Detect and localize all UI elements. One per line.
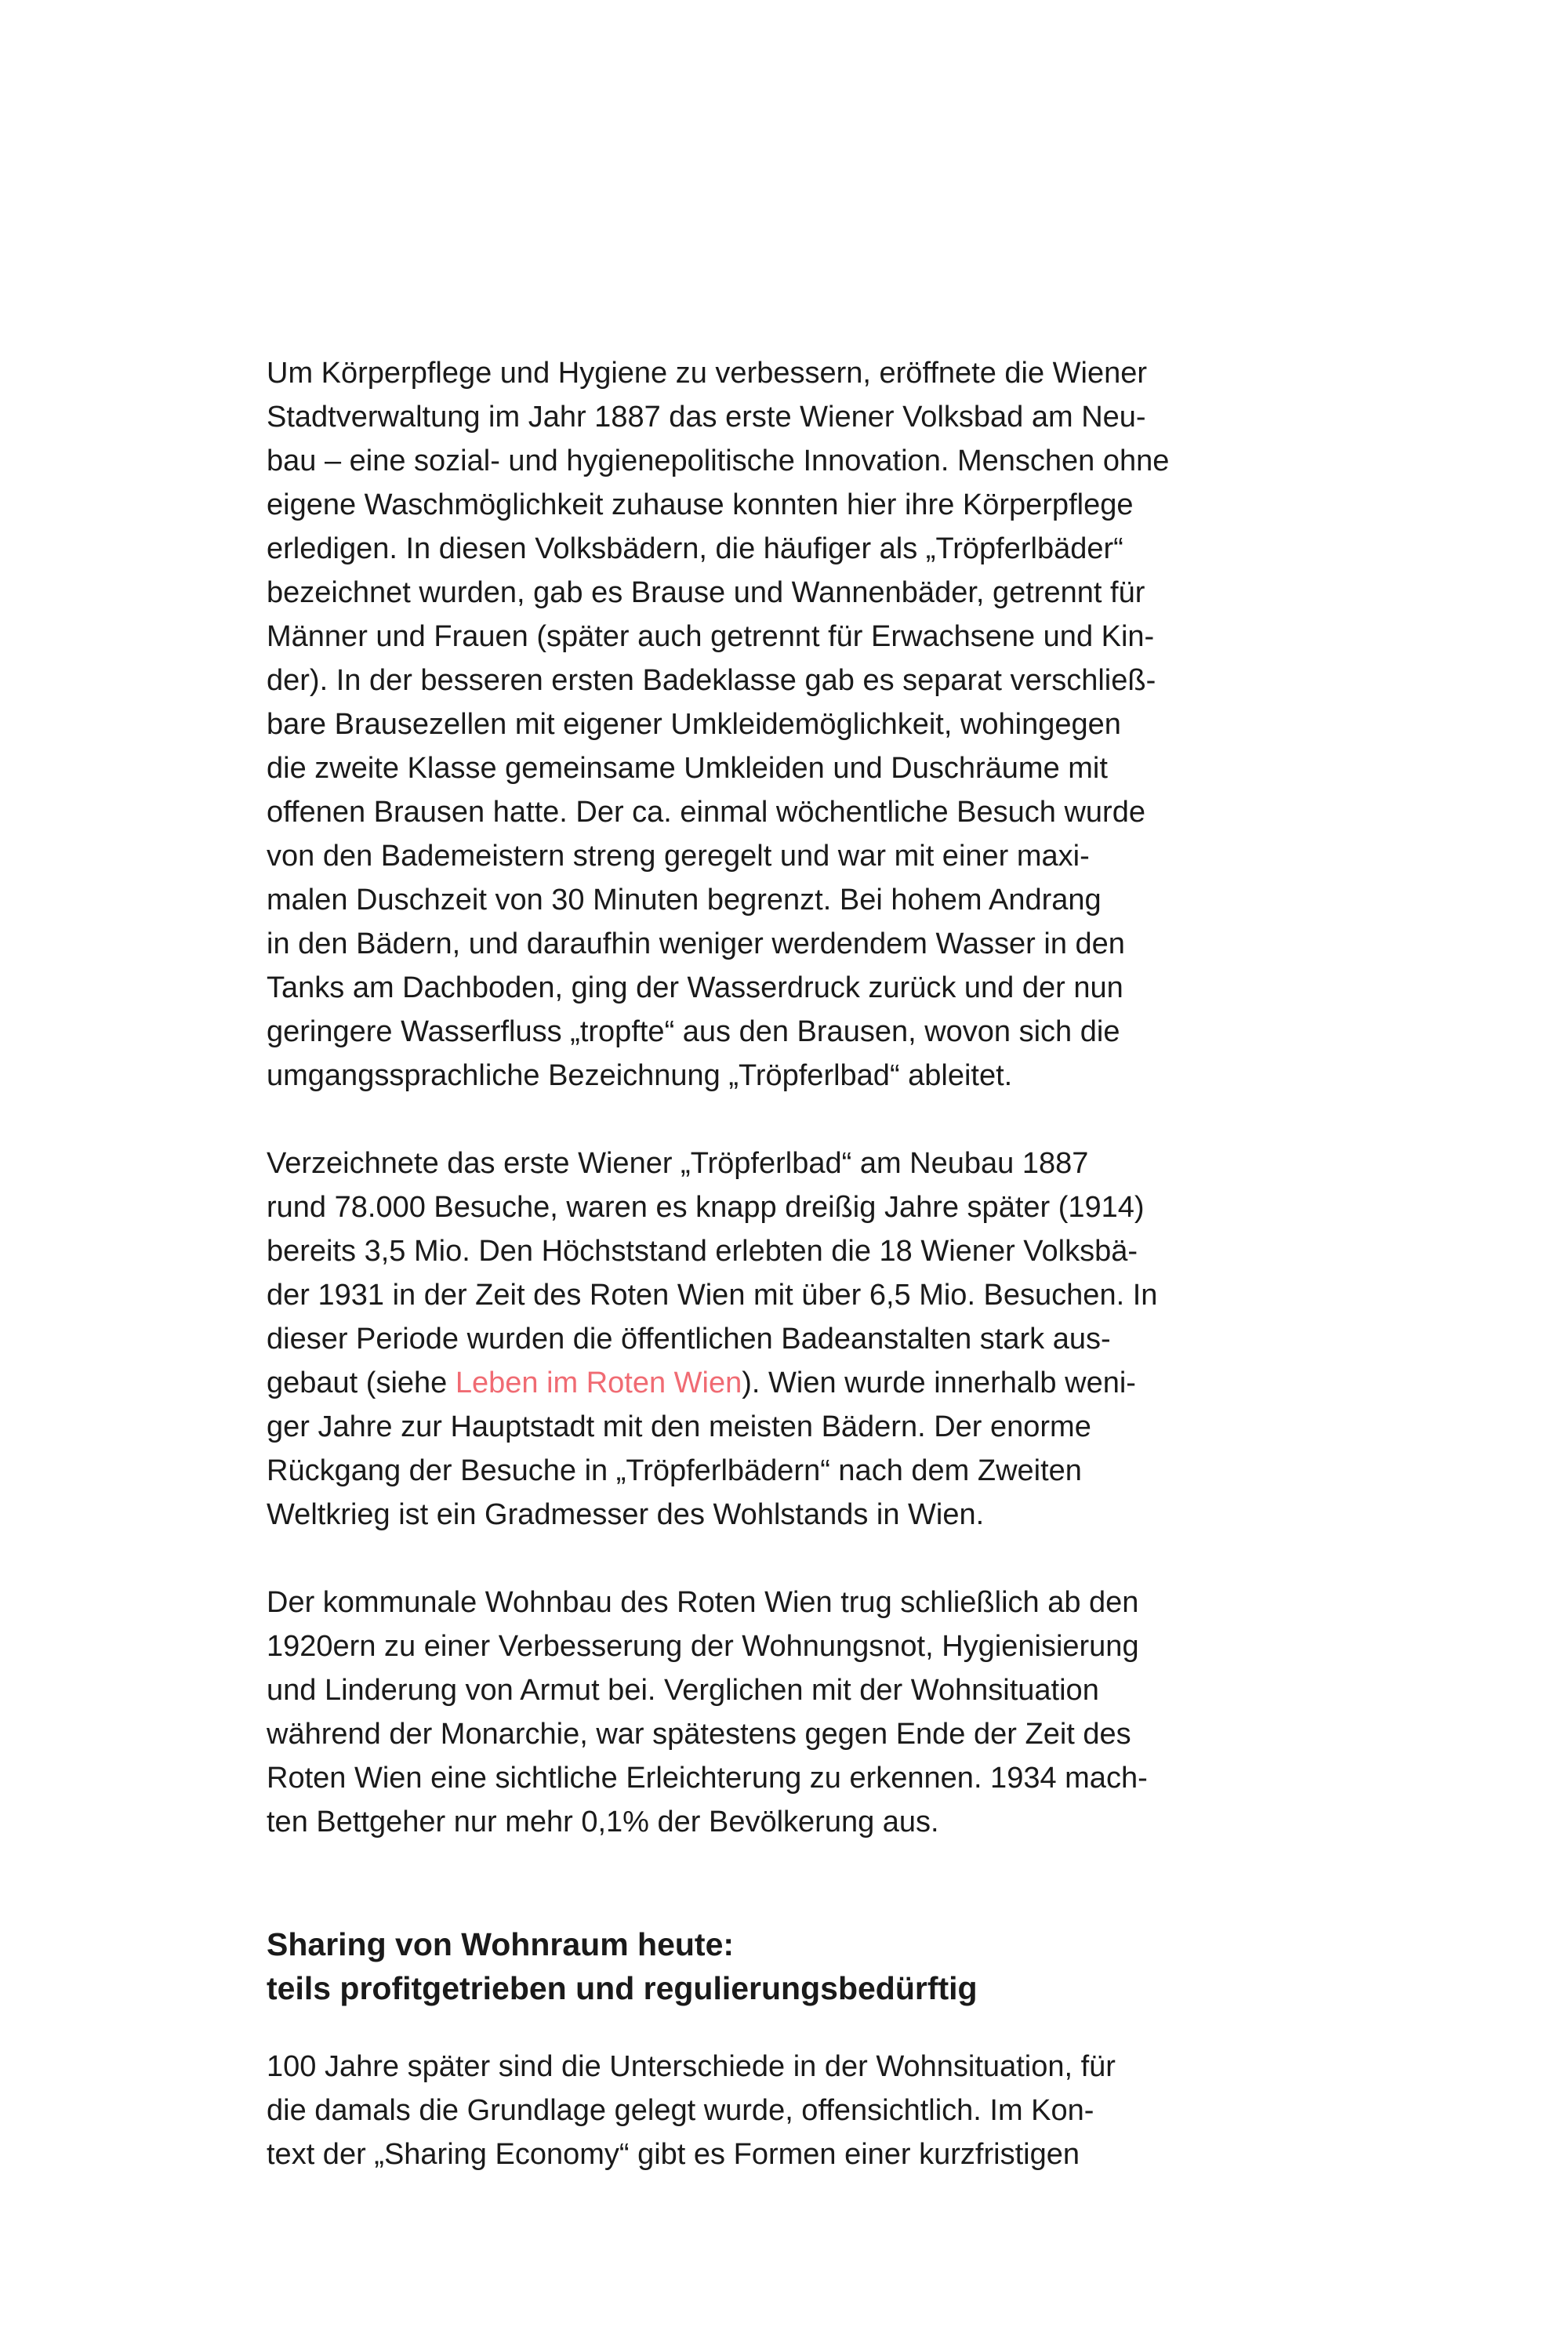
paragraph-sharing: 100 Jahre später sind die Unterschiede in der Wohnsituation, für die damals die Grundlage gelegt wurde, offensichtlich. Im Kon- text der „Sharing Economy“ gibt es Formen einer kurzfristigen (267, 2050, 1116, 2171)
article-body (267, 351, 1301, 2176)
paragraph-besuche-text-before-link: Verzeichnete das erste Wiener „Tröpferlbad“ am Neubau 1887 rund 78.000 Besuche, waren es knapp dreißig Jahre später (1914) bereits 3,5 Mio. Den Höchststand erlebten die 18 Wiener Volksbä- der 1931 in der Zeit des Roten Wien mit über 6,5 Mio. Besuchen. In dieser Periode wurden die öffentlichen Badeanstalten stark aus- gebaut (siehe (267, 1147, 1158, 1399)
section-heading: Sharing von Wohnraum heute: teils profitgetrieben und regulierungsbedürftig (267, 1926, 978, 2006)
link-leben-im-roten-wien[interactable]: Leben im Roten Wien (455, 1367, 742, 1399)
paragraph-besuche (267, 1142, 1301, 1537)
paragraph-kommunaler-wohnbau: Der kommunale Wohnbau des Roten Wien trug schließlich ab den 1920ern zu einer Verbesserung der Wohnungsnot, Hygienisierung und Linderung von Armut bei. Verglichen mit der Wohnsituation während der Monarchie, war spätestens gegen Ende der Zeit des Roten Wien eine sichtliche Erleichterung zu erkennen. 1934 mach- ten Bettgeher nur mehr 0,1% der Bevölkerung aus. (267, 1586, 1148, 1838)
paragraph-besuche-text-after-link: ). Wien wurde innerhalb weni- ger Jahre zur Hauptstadt mit den meisten Bädern. Der enorme Rückgang der Besuche in „Tröpferlbädern“ nach dem Zweiten Weltkrieg ist ein Gradmesser des Wohlstands in Wien. (267, 1367, 1136, 1531)
paragraph-volksbad: Um Körperpflege und Hygiene zu verbessern, eröffnete die Wiener Stadtverwaltung im Jahr 1887 das erste Wiener Volksbad am Neu- bau – eine sozial- und hygienepolitische Innovation. Menschen ohne eigene Waschmöglichkeit zuhause konnten hier ihre Körperpflege erledigen. In diesen Volksbädern, die häufiger als „Tröpferlbäder“ bezeichnet wurden, gab es Brause und Wannenbäder, getrennt für Männer und Frauen (später auch getrennt für Erwachsene und Kin- der). In der besseren ersten Badeklasse gab es separat verschließ- bare Brausezellen mit eigener Umkleidemöglichkeit, wohingegen die zweite Klasse gemeinsame Umkleiden und Duschräume mit offenen Brausen hatte. Der ca. einmal wöchentliche Besuch wurde von den Bademeistern streng geregelt und war mit einer maxi- malen Duschzeit von 30 Minuten begrenzt. Bei hohem Andrang in den Bädern, und daraufhin weniger werdendem Wasser in den Tanks am Dachboden, ging der Wasserdruck zurück und der nun geringere Wasserfluss „tropfte“ aus den Brausen, wovon sich die umgangssprachliche Bezeichnung „Tröpferlbad“ ableitet. (267, 357, 1170, 1092)
